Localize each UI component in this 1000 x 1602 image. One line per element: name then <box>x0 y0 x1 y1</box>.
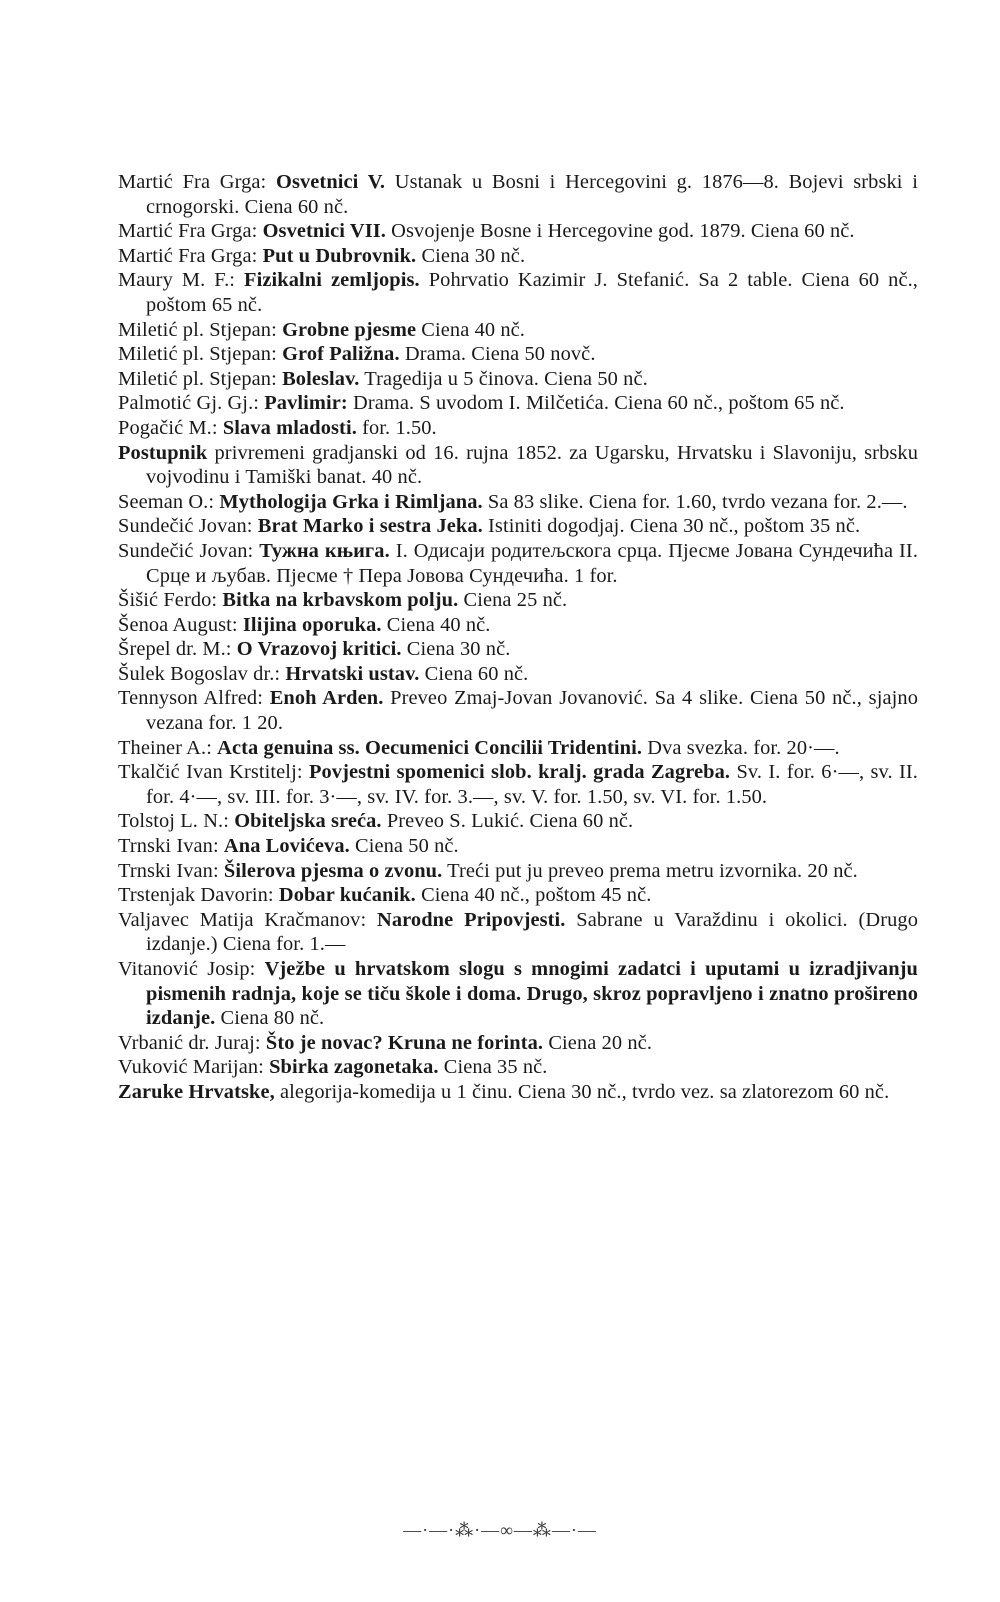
entry-author: Trnski Ivan: <box>118 859 224 882</box>
entry-author: Tennyson Alfred: <box>118 687 270 710</box>
entry-title: Slava mladosti. <box>222 416 357 439</box>
catalog-entry <box>118 539 918 588</box>
entry-title: Pavlimir: <box>264 392 348 415</box>
entry-details: Preveo Zmaj-Jovan Jovanović. Sa 4 slike. Ciena 50 nč., sjajno vezana for. 1 20. <box>146 687 918 735</box>
entry-details: Ciena 40 nč. <box>416 318 525 341</box>
entry-title: Što je novac? Kruna ne forinta. <box>265 1031 544 1054</box>
entry-details: Sa 83 slike. Ciena for. 1.60, tvrdo vezana for. 2.—. <box>482 490 908 513</box>
entry-author: Martić Fra Grga: <box>118 171 276 193</box>
entry-author: Vitanović Josip: <box>118 958 265 980</box>
entry-title: Acta genuina ss. Oecumenici Concilii Tridentini. <box>217 736 643 759</box>
entry-details: Ciena 60 nč. <box>419 662 529 685</box>
entry-title: Put u Dubrovnik. <box>262 244 417 267</box>
entry-title: Povjestni spomenici slob. kralj. grada Zagreba. <box>308 761 731 784</box>
entry-title: O Vrazovoj kritici. <box>236 638 402 661</box>
entry-author: Maury M. F.: <box>118 269 245 292</box>
entry-author: Seeman O.: <box>118 490 220 513</box>
catalog-entry <box>118 1080 918 1105</box>
catalog-entry <box>118 883 918 908</box>
entry-details: Pohrvatio Kazimir J. Stefanić. Sa 2 table. Ciena 60 nč., poštom 65 nč. <box>146 269 918 316</box>
entry-details: Sv. I. for. 6·—, sv. II. for. 4·—, sv. III. for. 3·—, sv. IV. for. 3.—, sv. V. for. 1.50, sv. VI. for. 1.50. <box>146 761 918 808</box>
entry-title: Sbirka zagonetaka. <box>269 1056 439 1079</box>
entry-details: Ciena 35 nč. <box>438 1056 548 1079</box>
entry-title: Dobar kućanik. <box>278 884 416 907</box>
entry-details: Istiniti dogodjaj. Ciena 30 nč., poštom 35 nč. <box>482 515 861 538</box>
entry-details: Treći put ju preveo prema metru izvornika. 20 nč. <box>442 859 858 882</box>
catalog-entry <box>118 588 918 613</box>
catalog-entry <box>118 1031 918 1056</box>
catalog-entry <box>118 957 918 1031</box>
entry-title: Vježbe u hrvatskom slogu s mnogimi zadatci i uputami u izradjivanju pismenih radnja, koje se tiču škole i doma. Drugo, skroz popravljeno i znatno prošireno izdanje. <box>146 958 919 1030</box>
catalog-entry <box>118 760 918 809</box>
entry-author: Vrbanić dr. Juraj: <box>118 1031 266 1054</box>
entry-details: Drama. S uvodom I. Milčetića. Ciena 60 nč., poštom 65 nč. <box>347 392 845 415</box>
catalog-entry <box>118 637 918 662</box>
entry-author: Trnski Ivan: <box>118 835 224 858</box>
entry-title: Ilijina oporuka. <box>242 613 382 636</box>
entry-details: Ciena 20 nč. <box>543 1031 653 1054</box>
catalog-entry <box>118 736 918 761</box>
entry-title: Postupnik <box>118 441 208 464</box>
entry-author: Pogačić M.: <box>118 416 223 439</box>
entry-author: Šenoa August: <box>118 613 243 636</box>
catalog-entry <box>118 441 918 490</box>
catalog-entry <box>118 318 918 343</box>
entry-author: Sundečić Jovan: <box>118 515 258 538</box>
entry-details: Drama. Ciena 50 novč. <box>399 343 596 366</box>
book-catalog-list <box>118 170 918 1105</box>
entry-details: Ustanak u Bosni i Hercegovini g. 1876—8. Bojevi srbski i crnogorski. Ciena 60 nč. <box>146 171 918 218</box>
entry-details: Ciena 40 nč., poštom 45 nč. <box>415 884 652 907</box>
entry-title: Grof Paližna. <box>282 343 400 366</box>
entry-title: Mythologija Grka i Rimljana. <box>219 490 483 513</box>
catalog-entry <box>118 219 918 244</box>
catalog-entry <box>118 342 918 367</box>
entry-author: Sundečić Jovan: <box>118 539 260 562</box>
entry-details: Dva svezka. for. 20·—. <box>642 736 840 759</box>
entry-title: Obiteljska sreća. <box>234 810 382 833</box>
entry-title: Osvetnici V. <box>275 171 386 193</box>
catalog-entry <box>118 908 918 957</box>
entry-author: Valjavec Matija Kračmanov: <box>118 908 378 931</box>
catalog-entry <box>118 391 918 416</box>
catalog-entry <box>118 514 918 539</box>
entry-author: Šrepel dr. M.: <box>118 638 237 661</box>
end-ornament: —·—·⁂·—∞—⁂—·— <box>403 1520 597 1540</box>
entry-author: Trstenjak Davorin: <box>118 884 279 907</box>
entry-title: Fizikalni zemljopis. <box>244 269 420 292</box>
entry-title: Zaruke Hrvatske, <box>118 1080 275 1103</box>
entry-details: Osvojenje Bosne i Hercegovine god. 1879. Ciena 60 nč. <box>385 220 855 243</box>
catalog-entry <box>118 490 918 515</box>
entry-author: Tolstoj L. N.: <box>118 810 235 833</box>
catalog-entry <box>118 416 918 441</box>
entry-details: I. Одисаји родитељскога срца. Пјесме Јована Сундечића II. Срце и љубав. Пјесме † Пера Јовова Сундечића. 1 for. <box>146 539 919 587</box>
entry-author: Šulek Bogoslav dr.: <box>118 662 286 685</box>
entry-title: Brat Marko i sestra Jeka. <box>257 515 483 538</box>
entry-title: Enoh Arden. <box>269 687 384 710</box>
entry-author: Miletić pl. Stjepan: <box>118 318 283 341</box>
entry-author: Šišić Ferdo: <box>118 589 223 612</box>
entry-details: Sabrane u Varaždinu i okolici. (Drugo izdanje.) Ciena for. 1.— <box>146 908 918 956</box>
entry-title: Ana Lovićeva. <box>223 835 350 858</box>
catalog-entry <box>118 1055 918 1080</box>
catalog-entry <box>118 367 918 392</box>
entry-title: Osvetnici VII. <box>262 220 386 243</box>
entry-title: Bitka na krbavskom polju. <box>222 589 459 612</box>
entry-title: Narodne Pripovjesti. <box>377 908 566 931</box>
entry-details: Ciena 80 nč. <box>215 1007 325 1030</box>
entry-details: Tragedija u 5 činova. Ciena 50 nč. <box>359 367 648 390</box>
entry-details: Preveo S. Lukić. Ciena 60 nč. <box>381 810 634 833</box>
entry-details: Ciena 50 nč. <box>349 835 459 858</box>
entry-author: Martić Fra Grga: <box>118 220 263 243</box>
entry-author: Miletić pl. Stjepan: <box>118 367 283 390</box>
entry-details: Ciena 25 nč. <box>458 589 568 612</box>
entry-details: for. 1.50. <box>356 416 437 439</box>
catalog-entry <box>118 859 918 884</box>
entry-title: Тужна књига. <box>259 539 390 562</box>
entry-title: Šilerova pjesma o zvonu. <box>223 859 443 882</box>
entry-author: Miletić pl. Stjepan: <box>118 343 283 366</box>
entry-title: Boleslav. <box>282 367 360 390</box>
entry-author: Tkalčić Ivan Krstitelj: <box>118 761 309 784</box>
entry-details: Ciena 40 nč. <box>381 613 491 636</box>
catalog-entry <box>118 834 918 859</box>
entry-author: Theiner A.: <box>118 736 218 759</box>
catalog-entry <box>118 170 918 219</box>
entry-author: Palmotić Gj. Gj.: <box>118 392 265 415</box>
entry-author: Martić Fra Grga: <box>118 244 263 267</box>
entry-details: privremeni gradjanski od 16. rujna 1852. za Ugarsku, Hrvatsku i Slavoniju, srbsku vojvodinu i Tamiški banat. 40 nč. <box>146 441 918 489</box>
entry-title: Grobne pjesme <box>282 318 417 341</box>
entry-details: Ciena 30 nč. <box>401 638 511 661</box>
catalog-entry <box>118 268 918 317</box>
entry-author: Vuković Marijan: <box>118 1056 270 1079</box>
entry-title: Hrvatski ustav. <box>285 662 420 685</box>
catalog-entry <box>118 686 918 735</box>
catalog-entry <box>118 662 918 687</box>
catalog-entry <box>118 613 918 638</box>
entry-details: Ciena 30 nč. <box>416 244 526 267</box>
catalog-entry <box>118 809 918 834</box>
catalog-entry <box>118 244 918 269</box>
entry-details: alegorija-komedija u 1 činu. Ciena 30 nč., tvrdo vez. sa zlatorezom 60 nč. <box>274 1080 890 1103</box>
